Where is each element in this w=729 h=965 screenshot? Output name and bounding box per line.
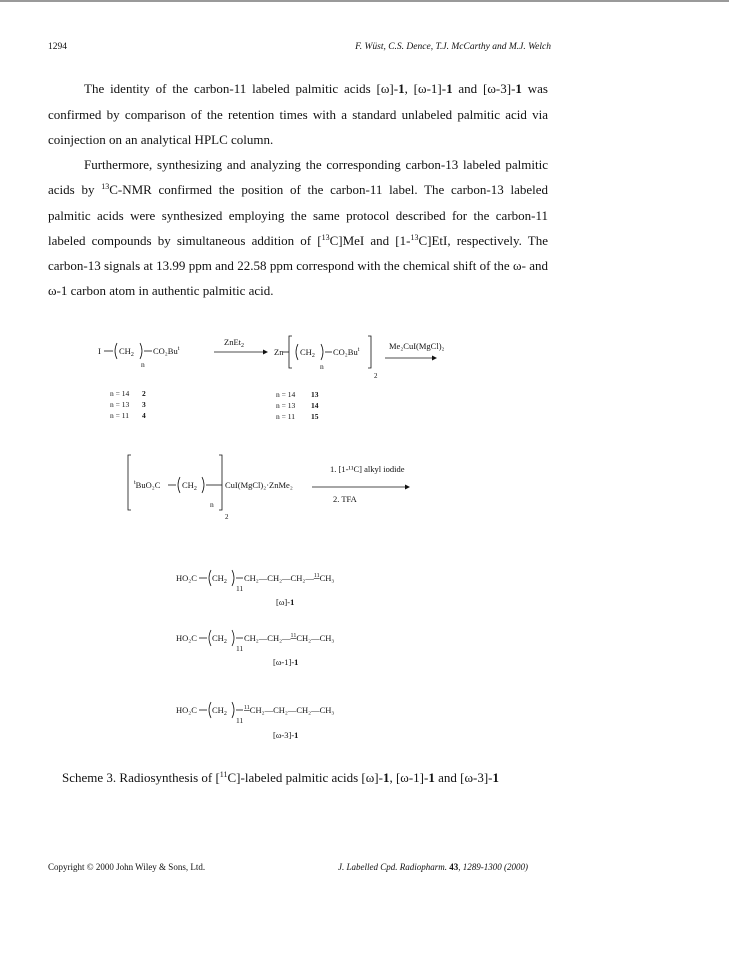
svg-text:Zn: Zn <box>274 347 284 357</box>
svg-text:n = 13: n = 13 <box>110 400 130 409</box>
paragraph-1: The identity of the carbon-11 labeled palmitic acids [ω]-1, [ω-1]-1 and [ω-3]-1 was confirmed by comparison of the retention times with a standard unlabeled palmitic acid via coinjection on an analytical HPLC column. <box>48 81 548 147</box>
n-table-mid <box>276 390 319 421</box>
arrow-2 <box>385 341 445 361</box>
svg-text:n = 11: n = 11 <box>276 412 295 421</box>
svg-text:CH2: $CH_2$ <box>182 480 197 492</box>
svg-text:CO₂But: CO₂Bu$^t$ <box>153 346 180 356</box>
svg-text:ZnEt2: ZnEt$_2$ <box>224 337 244 349</box>
svg-text:CH2: $CH_2$ <box>119 346 134 358</box>
product-omega-1 <box>176 630 334 667</box>
svg-text:CH2: $CH_2$ <box>212 705 227 717</box>
product-omega <box>176 570 334 607</box>
svg-text:n = 14: n = 14 <box>276 390 296 399</box>
svg-text:n: n <box>210 500 214 509</box>
svg-text:Me₂CuI(MgCl)₂: Me₂CuI(MgCl)₂ <box>389 341 445 351</box>
svg-text:n: n <box>141 360 145 369</box>
svg-text:HO₂C: HO₂C <box>176 573 197 583</box>
svg-text:n = 14: n = 14 <box>110 389 130 398</box>
paragraph-2: Furthermore, synthesizing and analyzing the corresponding carbon-13 labeled palmitic acids by $^{13}$C-NMR confirmed the position of the carbon-11 label. The carbon-13 labeled palmitic acids were synthesized employing the same protocol described for the carbon-11 labeled compounds by simultaneous addition of [$^{13}$C]MeI and [1-$^{13}$C]EtI, respectively. The carbon-13 signals at 13.99 ppm and 22.58 ppm correspond with the chemical shift of the ω- and ω-1 carbon atom in authentic palmitic acid. <box>48 157 549 299</box>
organozinc <box>274 336 378 380</box>
svg-text:[ω-3]-1: [ω-3]-1 <box>273 730 299 740</box>
svg-text:CH2: $CH_2$ <box>212 633 227 645</box>
svg-text:n: n <box>320 362 324 371</box>
svg-text:CO₂But: CO₂Bu$^t$ <box>333 347 360 357</box>
svg-text:tBuO₂C: $^t$BuO₂C <box>134 480 161 490</box>
svg-text:2: 2 <box>374 372 378 380</box>
svg-text:3: 3 <box>142 400 146 409</box>
svg-text:11: 11 <box>236 644 244 653</box>
n-table-left <box>110 389 146 420</box>
product-omega-3 <box>176 702 334 740</box>
svg-text:CH2: $CH_2$ <box>300 347 315 359</box>
svg-text:HO₂C: HO₂C <box>176 633 197 643</box>
arrow-1 <box>214 337 268 355</box>
svg-text:n = 13: n = 13 <box>276 401 296 410</box>
cuprate <box>128 455 293 521</box>
svg-text:14: 14 <box>311 401 319 410</box>
svg-text:11: 11 <box>236 584 244 593</box>
running-header-authors: F. Wüst, C.S. Dence, T.J. McCarthy and M.J. Welch <box>355 42 551 52</box>
svg-text:13: 13 <box>311 390 319 399</box>
svg-text:4: 4 <box>142 411 146 420</box>
svg-text:I: I <box>98 346 101 356</box>
svg-text:11CH₂—CH₂—CH₂—CH₃: $^{11}$CH₂—CH₂—CH₂—CH₃ <box>244 705 335 715</box>
footer-copyright: Copyright © 2000 John Wiley & Sons, Ltd. <box>48 862 206 872</box>
page-number: 1294 <box>48 42 67 52</box>
footer-citation: J. Labelled Cpd. Radiopharm. 43, 1289-1300 (2000) <box>338 862 528 872</box>
svg-text:2: 2 <box>225 513 229 521</box>
svg-text:11: 11 <box>236 716 244 725</box>
svg-text:CH2: $CH_2$ <box>212 573 227 585</box>
svg-text:CH₂—CH₂—CH₂—11CH₃: CH₂—CH₂—CH₂—$^{11}$CH₃ <box>244 573 335 583</box>
arrow-3 <box>312 464 410 504</box>
starting-iodide <box>98 343 180 369</box>
svg-text:15: 15 <box>311 412 319 421</box>
svg-text:2: 2 <box>142 389 146 398</box>
svg-text:n = 11: n = 11 <box>110 411 129 420</box>
svg-text:CH₂—CH₂—11CH₂—CH₃: CH₂—CH₂—$^{11}$CH₂—CH₃ <box>244 633 335 643</box>
scheme-caption: Scheme 3. Radiosynthesis of [$^{11}$C]-labeled palmitic acids [ω]-1, [ω-1]-1 and [ω-3]-1 <box>62 770 499 785</box>
svg-text:1. [1-¹¹C] alkyl iodide: 1. [1-¹¹C] alkyl iodide <box>330 464 405 474</box>
svg-text:CuI(MgCl)₂·ZnMe₂: CuI(MgCl)₂·ZnMe₂ <box>225 480 293 490</box>
svg-text:2. TFA: 2. TFA <box>333 494 357 504</box>
svg-text:HO₂C: HO₂C <box>176 705 197 715</box>
svg-text:[ω]-1: [ω]-1 <box>276 597 295 607</box>
svg-text:[ω-1]-1: [ω-1]-1 <box>273 657 299 667</box>
